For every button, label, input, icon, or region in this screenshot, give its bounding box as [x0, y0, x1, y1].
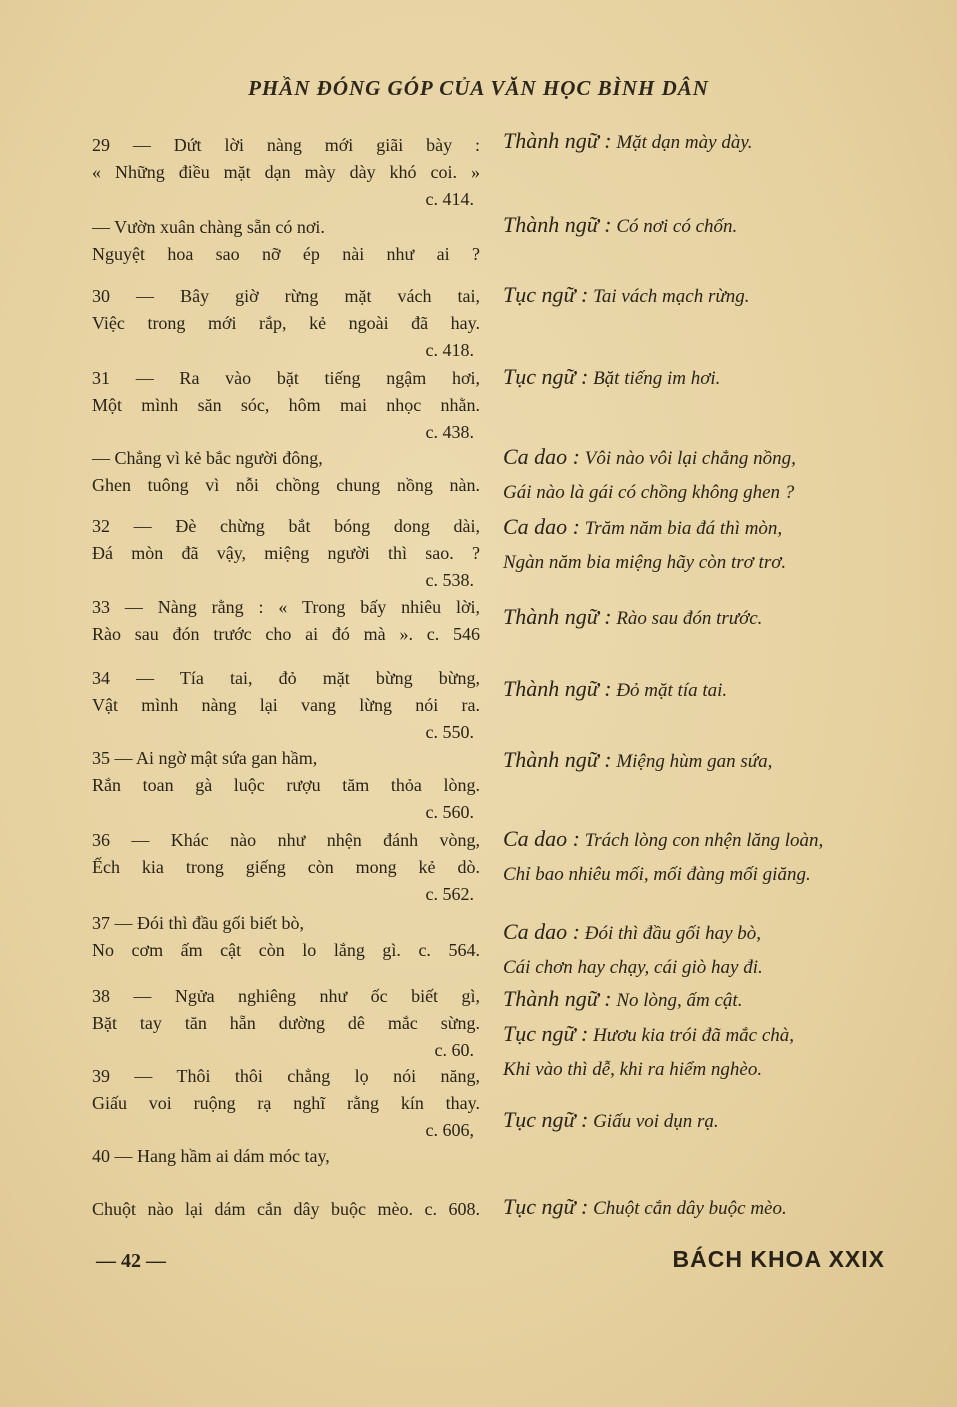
annotation-line	[503, 915, 903, 951]
annotation-block	[503, 822, 903, 892]
verse-citation: c. 60.	[434, 1040, 474, 1060]
verse-line: Rào sau đón trước cho ai đó mà ». c. 546	[92, 624, 480, 644]
annotation-kind: Tục ngữ :	[503, 364, 589, 389]
annotation-line	[503, 982, 903, 1018]
annotation-text: Miệng hùm gan sứa,	[616, 751, 773, 772]
annotation-text: Trách lòng con nhện lăng loàn,	[584, 830, 824, 851]
annotation-text: Đói thì đầu gối hay bò,	[584, 923, 762, 944]
annotation-line	[503, 278, 903, 314]
verse-line: Vật mình nàng lại vang lừng nói ra.	[92, 695, 480, 715]
annotation-block	[503, 510, 903, 580]
annotation-kind: Ca dao :	[503, 444, 580, 469]
verse-block	[92, 1196, 480, 1223]
annotation-kind: Tục ngữ :	[503, 1021, 589, 1046]
verse-line: 40 — Hang hầm ai dám móc tay,	[92, 1146, 330, 1166]
verse-line: Đá mòn đã vậy, miệng người thì sao. ?	[92, 543, 480, 563]
verse-line: Nguyệt hoa sao nỡ ép nài như ai ?	[92, 244, 480, 264]
annotation-text: Khi vào thì dễ, khi ra hiểm nghèo.	[503, 1059, 763, 1080]
annotation-kind: Thành ngữ :	[503, 604, 612, 629]
verse-citation: c. 560.	[425, 802, 474, 822]
verse-block	[92, 1143, 480, 1170]
annotation-block	[503, 1017, 903, 1087]
verse-line: 34 — Tía tai, đỏ mặt bừng bừng,	[92, 668, 480, 688]
annotation-line	[503, 743, 903, 779]
verse-line: Một mình săn sóc, hôm mai nhọc nhằn.	[92, 395, 480, 415]
annotation-block	[503, 600, 903, 636]
verse-block	[92, 132, 480, 212]
annotation-text: Mặt dạn mày dày.	[616, 132, 753, 153]
annotation-line	[503, 546, 903, 580]
annotation-text: Ngàn năm bia miệng hãy còn trơ trơ.	[503, 552, 787, 573]
annotation-kind: Thành ngữ :	[503, 986, 612, 1011]
annotation-line	[503, 822, 903, 858]
verse-block	[92, 513, 480, 593]
annotation-kind: Tục ngữ :	[503, 1107, 589, 1132]
annotation-text: No lòng, ấm cật.	[616, 990, 743, 1011]
verse-line: 32 — Đè chừng bắt bóng dong dài,	[92, 516, 480, 536]
verse-line: 38 — Ngửa nghiêng như ốc biết gì,	[92, 986, 480, 1006]
annotation-line	[503, 124, 903, 160]
verse-block	[92, 665, 480, 745]
annotation-line	[503, 1103, 903, 1139]
verse-citation: c. 550.	[425, 722, 474, 742]
verse-line: — Chẳng vì kẻ bắc người đông,	[92, 448, 323, 468]
annotation-line	[503, 951, 903, 985]
verse-line: Rắn toan gà luộc rượu tăm thỏa lòng.	[92, 775, 480, 795]
verse-citation: c. 438.	[425, 422, 474, 442]
verse-block	[92, 983, 480, 1063]
annotation-block	[503, 982, 903, 1018]
journal-name: BÁCH KHOA XXIX	[672, 1246, 885, 1272]
annotation-block	[503, 124, 903, 160]
annotation-kind: Thành ngữ :	[503, 676, 612, 701]
verse-line: 36 — Khác nào như nhện đánh vòng,	[92, 830, 480, 850]
annotation-kind: Ca dao :	[503, 919, 580, 944]
annotation-block	[503, 278, 903, 314]
annotation-text: Gái nào là gái có chồng không ghen ?	[503, 482, 795, 503]
annotation-block	[503, 915, 903, 985]
verse-line: 30 — Bây giờ rừng mặt vách tai,	[92, 286, 480, 306]
verse-block	[92, 214, 480, 268]
verse-line: No cơm ấm cật còn lo lắng gì. c. 564.	[92, 940, 480, 960]
annotation-text: Đỏ mặt tía tai.	[616, 680, 728, 701]
verse-block	[92, 594, 480, 648]
annotation-block	[503, 440, 903, 510]
annotation-kind: Ca dao :	[503, 514, 580, 539]
annotation-line	[503, 600, 903, 636]
annotation-block	[503, 360, 903, 396]
verse-citation: c. 418.	[425, 340, 474, 360]
annotation-text: Giấu voi dụn rạ.	[593, 1111, 719, 1132]
annotation-text: Chuột cắn dây buộc mèo.	[593, 1198, 787, 1219]
annotation-kind: Thành ngữ :	[503, 128, 612, 153]
annotation-block	[503, 672, 903, 708]
verse-line: 31 — Ra vào bặt tiếng ngậm hơi,	[92, 368, 480, 388]
annotation-block	[503, 1190, 903, 1226]
annotation-kind: Tục ngữ :	[503, 282, 589, 307]
annotation-line	[503, 360, 903, 396]
verse-line: Giấu voi ruộng rạ nghĩ rằng kín thay.	[92, 1093, 480, 1113]
verse-block	[92, 745, 480, 825]
annotation-kind: Ca dao :	[503, 826, 580, 851]
verse-line: « Những điều mặt dạn mày dày khó coi. »	[92, 162, 480, 182]
verse-line: Bặt tay tăn hẵn dường dê mắc sừng.	[92, 1013, 480, 1033]
verse-block	[92, 910, 480, 964]
verse-line: 35 — Ai ngờ mật sứa gan hầm,	[92, 748, 318, 768]
annotation-line	[503, 510, 903, 546]
annotation-text: Hươu kia trói đã mắc chà,	[593, 1025, 795, 1046]
verse-citation: c. 562.	[425, 884, 474, 904]
annotation-kind: Tục ngữ :	[503, 1194, 589, 1219]
verse-line: Ghen tuông vì nỗi chồng chung nồng nàn.	[92, 475, 480, 495]
annotation-line	[503, 476, 903, 510]
annotation-block	[503, 1103, 903, 1139]
annotation-line	[503, 672, 903, 708]
verse-line: 29 — Dứt lời nàng mới giãi bày :	[92, 135, 480, 155]
annotation-kind: Thành ngữ :	[503, 747, 612, 772]
verse-block	[92, 1063, 480, 1143]
annotation-line	[503, 1053, 903, 1087]
annotation-text: Có nơi có chốn.	[616, 216, 738, 237]
verse-line: — Vườn xuân chàng sẵn có nơi.	[92, 217, 325, 237]
verse-block	[92, 445, 480, 499]
verse-block	[92, 365, 480, 445]
annotation-text: Rào sau đón trước.	[616, 608, 763, 629]
annotation-text: Chỉ bao nhiêu mối, mối đàng mối giăng.	[503, 864, 811, 885]
annotation-text: Trăm năm bia đá thì mòn,	[584, 518, 783, 539]
page-number: — 42 —	[96, 1250, 166, 1272]
annotation-kind: Thành ngữ :	[503, 212, 612, 237]
verse-block	[92, 283, 480, 363]
annotation-line	[503, 1017, 903, 1053]
verse-line: Chuột nào lại dám cắn dây buộc mèo. c. 608.	[92, 1199, 480, 1219]
verse-line: Việc trong mới rắp, kẻ ngoài đã hay.	[92, 313, 480, 333]
verse-line: 33 — Nàng rằng : « Trong bấy nhiêu lời,	[92, 597, 480, 617]
annotation-text: Cái chơn hay chạy, cái giò hay đi.	[503, 957, 763, 978]
annotation-line	[503, 1190, 903, 1226]
verse-block	[92, 827, 480, 907]
annotation-line	[503, 208, 903, 244]
annotation-text: Tai vách mạch rừng.	[593, 286, 750, 307]
annotation-text: Bặt tiếng im hơi.	[593, 368, 721, 389]
annotation-text: Vôi nào vôi lại chẳng nồng,	[584, 448, 796, 469]
annotation-block	[503, 208, 903, 244]
page-header: PHẦN ĐÓNG GÓP CỦA VĂN HỌC BÌNH DÂN	[248, 76, 709, 100]
verse-citation: c. 414.	[425, 189, 474, 209]
verse-citation: c. 538.	[425, 570, 474, 590]
verse-line: 37 — Đói thì đầu gối biết bò,	[92, 913, 304, 933]
verse-citation: c. 606,	[425, 1120, 474, 1140]
verse-line: 39 — Thôi thôi chẳng lọ nói năng,	[92, 1066, 480, 1086]
annotation-line	[503, 858, 903, 892]
annotation-line	[503, 440, 903, 476]
annotation-block	[503, 743, 903, 779]
verse-line: Ếch kia trong giếng còn mong kẻ dò.	[92, 857, 480, 877]
